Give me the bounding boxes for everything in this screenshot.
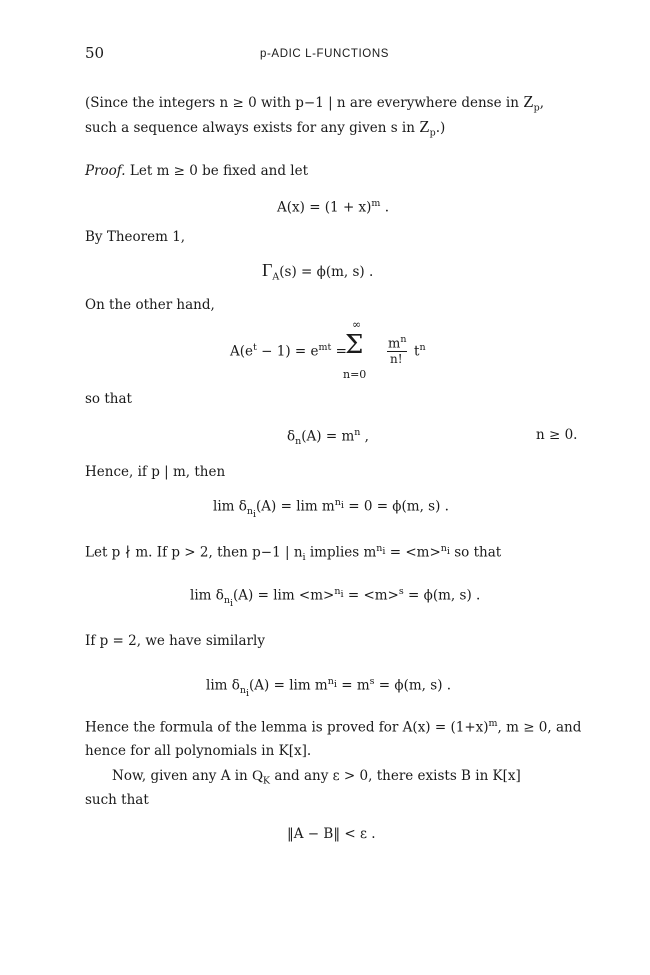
paragraph-line: Hence, if p | m, then bbox=[85, 464, 226, 480]
paragraph-line: (Since the integers n ≥ 0 with p−1 | n are everywhere dense in $Z_p$, bbox=[85, 92, 544, 114]
paragraph-line: If p = 2, we have similarly bbox=[85, 633, 265, 649]
equation-8: ‖A − B‖ < ε . bbox=[287, 826, 376, 842]
paragraph-line: such that bbox=[85, 792, 149, 808]
proof-line bbox=[85, 163, 308, 179]
text-span: (Since the integers n ≥ 0 with p−1 | n are everywhere dense in bbox=[85, 95, 519, 111]
sum-lower: n=0 bbox=[343, 368, 367, 381]
page-number: 50 bbox=[85, 44, 105, 62]
paragraph-line: Now, given any A in $Q_K$ and any ε > 0, there exists B in K[x] bbox=[112, 768, 521, 787]
paragraph-line: so that bbox=[85, 391, 132, 407]
equation-7: $\lim \delta_{n_i}(A) = \lim m^{n_i} = m^s = \phi(m$, s) . bbox=[206, 676, 452, 700]
equation-1: $A(x) = (1 + x)^m$ . bbox=[277, 198, 390, 216]
paragraph-line: Hence the formula of the lemma is proved for $A(x) = (1+x)^m$, m ≥ 0, and bbox=[85, 718, 582, 736]
sum-sigma: Σ bbox=[345, 330, 364, 360]
paragraph-line: hence for all polynomials in K[x]. bbox=[85, 743, 312, 759]
sum-upper: ∞ bbox=[352, 318, 362, 331]
equation-4-condition: n ≥ 0. bbox=[536, 427, 578, 443]
running-title: p-ADIC L-FUNCTIONS bbox=[260, 48, 390, 60]
text-span: Let m ≥ 0 be fixed and let bbox=[129, 163, 309, 179]
text-span: such a sequence always exists for any given s in bbox=[85, 120, 415, 136]
equation-3: $A(e^t - 1) = e^{mt}$ = bbox=[230, 342, 347, 360]
proof-label: Proof. bbox=[85, 163, 126, 179]
equation-6: $\lim \delta_{n_i}(A) = \lim <m>^{n_i} = <m>^s = \phi(m$, s) . bbox=[190, 586, 481, 610]
zp-symbol: Z bbox=[419, 117, 430, 136]
paragraph-line: Let p ∤ m. If p > 2, then p−1 | $n_i$ implies $m^{n_i} = <m>^{n_i}$ so that bbox=[85, 543, 502, 564]
equation-4: $\delta_n(A) = m^n$ , bbox=[287, 427, 369, 448]
t-power: $t^n$ bbox=[414, 342, 426, 360]
fraction-num: $m^n$ bbox=[388, 334, 407, 352]
equation-2: $\Gamma_A(s) = \phi(m$, s) . bbox=[262, 260, 374, 283]
paragraph-line: By Theorem 1, bbox=[85, 229, 186, 245]
equation-5: $\lim \delta_{n_i}(A) = \lim m^{n_i} = 0 = \phi(m$, s) . bbox=[213, 497, 449, 521]
paragraph-line: On the other hand, bbox=[85, 297, 215, 313]
paragraph-line: such a sequence always exists for any given s in $Z_p$.) bbox=[85, 117, 446, 139]
fraction-den: n! bbox=[390, 352, 403, 366]
zp-symbol: Z bbox=[523, 92, 534, 111]
